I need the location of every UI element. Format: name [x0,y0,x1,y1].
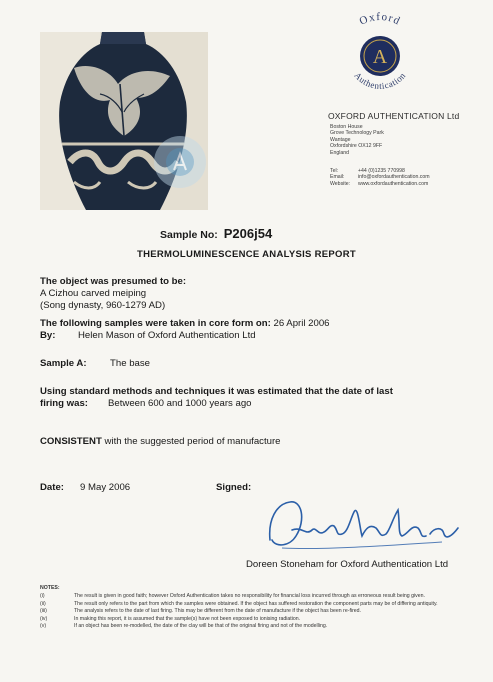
contact-website[interactable]: www.oxfordauthentication.com [358,180,429,187]
object-line-1: A Cizhou carved meiping [40,288,147,299]
note-item [40,616,480,622]
sample-number-label: Sample No: [160,229,218,241]
note-number: (v) [40,623,47,630]
sample-a-label: Sample A: [40,358,87,369]
address-line: Oxfordshire OX12 9FF [330,143,383,150]
company-contact [330,168,430,187]
logo-bottom-text: Authentication [352,70,408,91]
notes-heading: NOTES: [40,585,60,591]
note-item [40,608,480,614]
date-line [40,482,130,493]
consistent-rest: with the suggested period of manufacture [104,436,281,447]
samples-by-value: Helen Mason of Oxford Authentication Ltd [78,330,256,341]
consistent-line [40,436,281,447]
contact-label: Tel: [330,168,339,174]
note-text: The result only refers to the part from which the samples were obtained. If the object has suffered restoration the component parts may be of differing antiquity. [74,600,438,607]
estimate-line-2 [40,398,252,409]
estimate-label: firing was: [40,398,88,409]
samples-taken-date: 26 April 2006 [273,318,330,329]
date-label: Date: [40,482,64,493]
note-number: (ii) [40,600,46,607]
logo-letter: A [372,46,388,68]
vase-photo [40,32,208,210]
signature [262,490,472,565]
contact-label: Website: [330,180,351,187]
note-text: The result is given in good faith; however Oxford Authentication takes no responsibility for financial loss incurred through as erroneous result being given. [74,593,425,599]
note-item [40,623,480,629]
svg-text:Oxford [358,11,403,28]
notes-section [40,585,480,631]
address-line: Boston House [330,124,363,130]
note-text: The analysis refers to the date of last firing. This may be different from the date of manufacture if the object has been re-fired. [74,608,362,615]
company-logo [330,6,430,106]
consistent-bold: CONSISTENT [40,436,102,447]
note-item [40,601,480,607]
sample-a-line [40,358,150,369]
signed-label: Signed: [216,482,252,493]
address-line: Wantage [330,136,351,143]
note-number: (i) [40,593,45,599]
report-title: THERMOLUMINESCENCE ANALYSIS REPORT [136,249,357,260]
contact-label: Email: [330,174,345,181]
logo-top-text: Oxford [357,10,403,28]
handwritten-signature-icon [262,490,472,560]
estimate-line-1: Using standard methods and techniques it was estimated that the date of last [40,386,393,397]
estimate-value: Between 600 and 1000 years ago [108,398,252,409]
signatory-name: Doreen Stoneham for Oxford Authentication Ltd [246,559,449,570]
contact-tel: +44 (0)1235 770998 [358,168,405,174]
sample-number-value: P206j54 [223,226,273,241]
address-line: Grove Technology Park [330,130,384,137]
samples-by-line [40,330,256,341]
hologram-seal-icon [150,132,208,192]
note-text: If an object has been re-modelled, the date of the clay will be that of the original firing and not of the modelling. [74,623,328,630]
company-name: OXFORD AUTHENTICATION Ltd [328,111,460,121]
company-address [330,124,384,156]
note-text: In making this report, it is assumed that the sample(s) have not been exposed to ionising radiation. [74,615,301,622]
samples-taken-line [40,318,330,329]
object-heading: The object was presumed to be: [40,276,187,287]
note-item [40,593,480,599]
address-line: England [330,149,350,156]
contact-email[interactable]: info@oxfordauthentication.com [358,174,430,181]
note-number: (iv) [40,615,48,622]
samples-taken-heading: The following samples were taken in core form on: [40,318,271,329]
object-line-2: (Song dynasty, 960-1279 AD) [40,300,166,311]
samples-by-label: By: [40,330,56,341]
sample-a-value: The base [110,358,151,369]
oxford-authentication-logo-icon [330,6,430,106]
sample-number [160,226,272,241]
date-value: 9 May 2006 [80,482,131,493]
note-number: (iii) [40,608,47,615]
